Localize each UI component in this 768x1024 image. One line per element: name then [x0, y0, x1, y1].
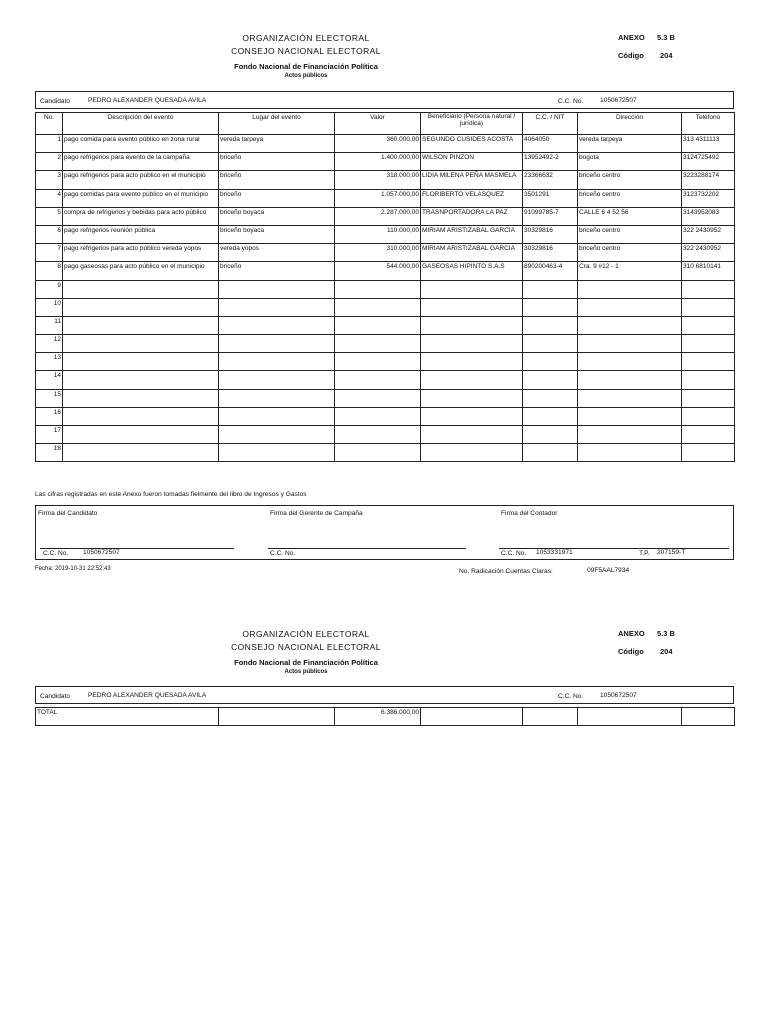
row-value [335, 389, 421, 407]
anexo-value-2: 5.3 B [657, 629, 675, 638]
row-phone [682, 426, 735, 444]
row-address [578, 316, 682, 334]
table-row [36, 444, 735, 462]
row-nit [523, 389, 578, 407]
fecha [35, 566, 111, 572]
row-address [578, 280, 682, 298]
table-row [36, 171, 735, 189]
tp-label: T.P. [639, 550, 650, 557]
row-description [63, 407, 219, 425]
row-place: briceño [219, 189, 335, 207]
cc-label-2: C.C. No. [558, 693, 584, 700]
table-row [36, 407, 735, 425]
row-number: 8 [36, 262, 63, 280]
total-empty [219, 708, 335, 726]
row-value: 310.000,00 [335, 244, 421, 262]
row-value: 360.000,00 [335, 135, 421, 153]
row-value [335, 280, 421, 298]
row-place: vereda yopos [219, 244, 335, 262]
row-nit: 30329816 [523, 225, 578, 243]
sig-gerente-cc-label: C.C. No. [270, 550, 296, 557]
row-phone: 3123732202 [682, 189, 735, 207]
col-header: Valor [335, 113, 421, 135]
cc-label: C.C. No. [558, 98, 584, 105]
row-description: pago refrigerios para acto público en el municipio [63, 171, 219, 189]
candidate-name-2: PEDRO ALEXANDER QUESADA AVILA [88, 692, 207, 699]
row-address: Cra. 9 #12 - 1 [578, 262, 682, 280]
row-nit [523, 371, 578, 389]
row-number: 12 [36, 335, 63, 353]
row-place: briceño [219, 171, 335, 189]
row-number: 6 [36, 225, 63, 243]
row-place: briceño boyaca [219, 207, 335, 225]
total-empty [421, 708, 523, 726]
row-description: pago refrigerios reunión pública [63, 225, 219, 243]
row-value: 544.000,00 [335, 262, 421, 280]
anexo-label: ANEXO [618, 33, 645, 42]
cc-value-2: 1050672507 [600, 692, 637, 699]
row-address [578, 407, 682, 425]
candidate-box-2 [35, 686, 734, 704]
row-number: 4 [36, 189, 63, 207]
table-row [36, 335, 735, 353]
row-description [63, 298, 219, 316]
sig-contador-line [499, 548, 729, 549]
row-address [578, 371, 682, 389]
table-row [36, 389, 735, 407]
anexo-label-2: ANEXO [618, 629, 645, 638]
row-address: bogota [578, 153, 682, 171]
row-beneficiary [421, 426, 523, 444]
row-address: briceño centro [578, 225, 682, 243]
col-header: Lugar del evento [219, 113, 335, 135]
col-header: Descripción del evento [63, 113, 219, 135]
row-address [578, 335, 682, 353]
col-header: Dirección [578, 113, 682, 135]
row-address: briceño centro [578, 189, 682, 207]
row-number: 1 [36, 135, 63, 153]
sig-candidato-line [40, 548, 234, 549]
row-number: 15 [36, 389, 63, 407]
fecha-label: Fecha: [35, 566, 54, 572]
expenses-table [35, 112, 735, 462]
row-beneficiary [421, 280, 523, 298]
row-phone [682, 280, 735, 298]
row-nit [523, 426, 578, 444]
row-description [63, 280, 219, 298]
table-header-row [36, 113, 735, 135]
row-description [63, 371, 219, 389]
row-description [63, 335, 219, 353]
row-number: 17 [36, 426, 63, 444]
row-nit: 23366632 [523, 171, 578, 189]
row-place [219, 353, 335, 371]
row-value [335, 407, 421, 425]
row-address: CALLE 6 4 52 56 [578, 207, 682, 225]
table-row [36, 244, 735, 262]
tp-value: 207159-T [657, 549, 686, 556]
fund-title-2: Fondo Nacional de Financiación Política [234, 658, 378, 667]
row-beneficiary: GASEOSAS HIPINTO S.A.S [421, 262, 523, 280]
row-description: pago comida para evento público en zona rural [63, 135, 219, 153]
row-nit [523, 316, 578, 334]
row-phone [682, 316, 735, 334]
subtitle: Actos públicos [284, 73, 328, 79]
row-number: 13 [36, 353, 63, 371]
total-empty [682, 708, 735, 726]
row-phone [682, 389, 735, 407]
row-place [219, 316, 335, 334]
total-value: 6.386.000,00 [335, 708, 421, 726]
row-place [219, 280, 335, 298]
codigo-label: Código [618, 51, 644, 60]
row-nit [523, 353, 578, 371]
row-beneficiary [421, 335, 523, 353]
row-description: pago refrigerios para acto público vereda yopos [63, 244, 219, 262]
row-address [578, 389, 682, 407]
row-place: briceño [219, 262, 335, 280]
candidate-name: PEDRO ALEXANDER QUESADA AVILA [88, 97, 207, 104]
table-row [36, 298, 735, 316]
row-beneficiary: TRASNPORTADORA LA PAZ [421, 207, 523, 225]
total-table [35, 707, 735, 726]
row-value [335, 353, 421, 371]
row-phone: 322 2430952 [682, 225, 735, 243]
row-beneficiary [421, 444, 523, 462]
sig-gerente-label: Firma del Gerente de Campaña [270, 510, 363, 517]
row-phone [682, 298, 735, 316]
row-beneficiary [421, 316, 523, 334]
table-row [36, 153, 735, 171]
radicacion-label: No. Radicación Cuentas Claras: [459, 568, 553, 575]
sig-contador-label: Firma del Contador [501, 510, 558, 517]
col-header: C.C. / NIT [523, 113, 578, 135]
table-row [36, 135, 735, 153]
row-number: 18 [36, 444, 63, 462]
row-phone [682, 353, 735, 371]
row-beneficiary [421, 353, 523, 371]
anexo-value: 5.3 B [657, 33, 675, 42]
row-nit [523, 298, 578, 316]
row-description: compra de refrigerios y bebidas para acto público [63, 207, 219, 225]
row-beneficiary [421, 371, 523, 389]
row-address: vereda tarpeya [578, 135, 682, 153]
council-title-2: CONSEJO NACIONAL ELECTORAL [231, 642, 381, 652]
candidate-label: Candidato [40, 98, 71, 105]
row-phone: 313 4311113 [682, 135, 735, 153]
row-address: briceño centro [578, 171, 682, 189]
row-address: briceño centro [578, 244, 682, 262]
row-nit: 30329816 [523, 244, 578, 262]
radicacion-value: 09F5AAL7934 [587, 567, 630, 574]
row-description [63, 389, 219, 407]
table-row [36, 262, 735, 280]
col-header: Teléfono [682, 113, 735, 135]
row-place: briceño boyaca [219, 225, 335, 243]
row-address [578, 426, 682, 444]
table-row [36, 371, 735, 389]
row-nit [523, 444, 578, 462]
row-nit: 3501291 [523, 189, 578, 207]
row-nit [523, 280, 578, 298]
col-header: Beneficiario (Persona natural / jurídica) [421, 113, 523, 135]
org-title: ORGANIZACIÓN ELECTORAL [242, 33, 370, 43]
sig-contador-cc: 1053331971 [536, 549, 573, 556]
total-label: TOTAL [36, 708, 219, 726]
row-place [219, 407, 335, 425]
subtitle-2: Actos públicos [284, 669, 328, 675]
row-value: 1.400.000,00 [335, 153, 421, 171]
org-title-2: ORGANIZACIÓN ELECTORAL [242, 629, 370, 639]
row-value [335, 316, 421, 334]
sig-candidato-cc: 1050672507 [83, 549, 120, 556]
row-number: 16 [36, 407, 63, 425]
row-phone: 3223288174 [682, 171, 735, 189]
row-number: 7 [36, 244, 63, 262]
fecha-value: 2019-10-31 22:52:43 [55, 566, 111, 572]
table-row [36, 353, 735, 371]
row-nit: 13952492-2 [523, 153, 578, 171]
sig-candidato-cc-label: C.C. No. [43, 550, 69, 557]
row-place: vereda tarpeya [219, 135, 335, 153]
fund-title: Fondo Nacional de Financiación Política [234, 62, 378, 71]
row-number: 11 [36, 316, 63, 334]
row-address [578, 353, 682, 371]
row-phone [682, 371, 735, 389]
row-number: 14 [36, 371, 63, 389]
codigo-value-2: 204 [660, 647, 673, 656]
row-phone: 3124725492 [682, 153, 735, 171]
table-row [36, 207, 735, 225]
table-row [36, 225, 735, 243]
row-place [219, 389, 335, 407]
row-beneficiary: LIDIA MILENA PEÑA MASMELA [421, 171, 523, 189]
row-beneficiary [421, 298, 523, 316]
row-beneficiary [421, 389, 523, 407]
signature-box [35, 505, 734, 560]
table-row [36, 189, 735, 207]
row-number: 10 [36, 298, 63, 316]
row-number: 3 [36, 171, 63, 189]
row-value [335, 444, 421, 462]
row-nit [523, 407, 578, 425]
table-row [36, 426, 735, 444]
row-value: 318.000,00 [335, 171, 421, 189]
row-phone: 3143952083 [682, 207, 735, 225]
cc-value: 1050672507 [600, 97, 637, 104]
row-number: 9 [36, 280, 63, 298]
sig-contador-cc-label: C.C. No. [501, 550, 527, 557]
sig-candidato-label: Firma del Candidato [38, 510, 98, 517]
row-nit: 91099785-7 [523, 207, 578, 225]
row-description: pago gaseosas para acto público en el municipio [63, 262, 219, 280]
candidate-label-2: Candidato [40, 693, 71, 700]
codigo-label-2: Código [618, 647, 644, 656]
council-title: CONSEJO NACIONAL ELECTORAL [231, 46, 381, 56]
row-description: pago refrigerios para evento de la campaña [63, 153, 219, 171]
total-empty [578, 708, 682, 726]
total-row [36, 708, 735, 726]
row-nit: 890200463-4 [523, 262, 578, 280]
row-description [63, 316, 219, 334]
row-beneficiary [421, 407, 523, 425]
ledger-note: Las cifras registradas en este Anexo fueron tomadas fielmente del libro de Ingresos y Gastos [35, 491, 307, 498]
row-description [63, 426, 219, 444]
row-value [335, 298, 421, 316]
table-row [36, 316, 735, 334]
row-value [335, 335, 421, 353]
row-beneficiary: MIRIAM ARISTIZABAL GARCIA [421, 244, 523, 262]
row-phone [682, 335, 735, 353]
row-address [578, 444, 682, 462]
col-header: No. [36, 113, 63, 135]
row-nit [523, 335, 578, 353]
row-description [63, 444, 219, 462]
codigo-value: 204 [660, 51, 673, 60]
row-phone: 322 2430952 [682, 244, 735, 262]
row-address [578, 298, 682, 316]
row-phone: 310 6810141 [682, 262, 735, 280]
row-place: briceño [219, 153, 335, 171]
row-phone [682, 407, 735, 425]
row-value: 1.057.000,00 [335, 189, 421, 207]
total-empty [523, 708, 578, 726]
row-place [219, 298, 335, 316]
row-number: 5 [36, 207, 63, 225]
row-value: 110.000,00 [335, 225, 421, 243]
row-beneficiary: FLORIBERTO VELASQUEZ [421, 189, 523, 207]
row-nit: 4064050 [523, 135, 578, 153]
row-description [63, 353, 219, 371]
row-place [219, 371, 335, 389]
row-number: 2 [36, 153, 63, 171]
row-value [335, 426, 421, 444]
row-place [219, 426, 335, 444]
row-value [335, 371, 421, 389]
row-place [219, 444, 335, 462]
row-beneficiary: WILSON PINZON [421, 153, 523, 171]
row-beneficiary: MIRIAM ARISTIZABAL GARCIA [421, 225, 523, 243]
candidate-box [35, 91, 734, 109]
sig-gerente-line [268, 548, 466, 549]
row-phone [682, 444, 735, 462]
row-place [219, 335, 335, 353]
row-value: 2.287.000,00 [335, 207, 421, 225]
row-beneficiary: SEGUNDO CUSIDES ACOSTA [421, 135, 523, 153]
row-description: pago comidas para evento público en el municipio [63, 189, 219, 207]
table-row [36, 280, 735, 298]
